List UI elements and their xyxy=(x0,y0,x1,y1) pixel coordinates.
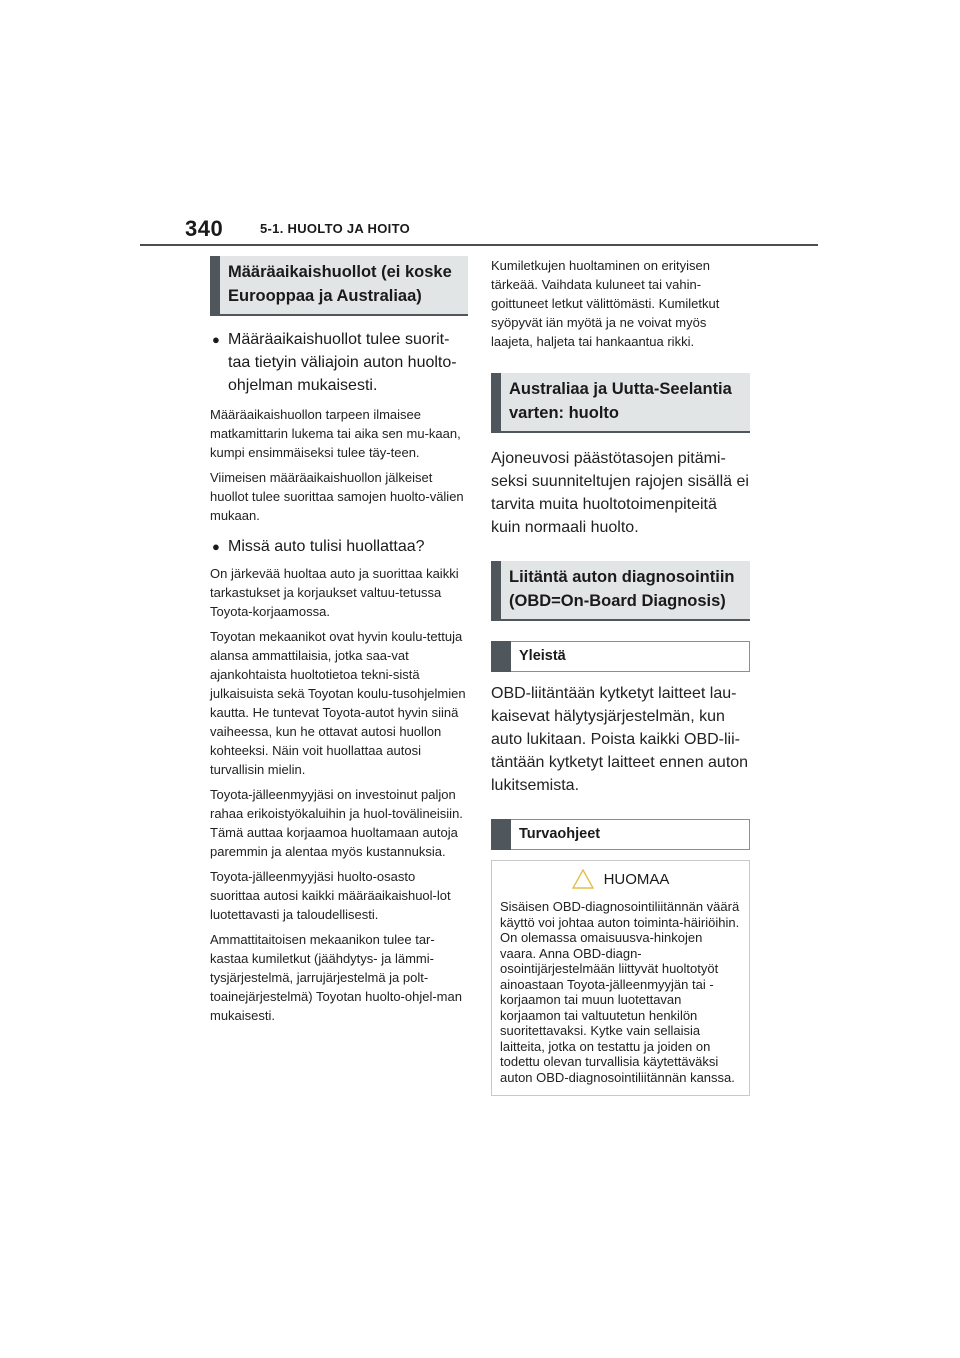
heading-obd: Liitäntä auton diagnosointiin (OBD=On-Board Diagnosis) xyxy=(491,561,750,621)
subheading-bar xyxy=(491,641,511,672)
right-column xyxy=(491,256,750,1096)
paragraph: Toyotan mekaanikot ovat hyvin koulu-tettuja alansa ammattilaisia, jotka saa-vat ajankohtaista huoltotietoa tekni-sistä julkaisuista sekä Toyotan koulu-tusohjelmien kautta. He tuntevat Toyota-autot hyvin siinä vaiheessa, kun he ottavat autosi huollon kohteeksi. Näin voit huollattaa autosi turvallisin mielin. xyxy=(210,629,466,777)
paragraph: Kumiletkujen huoltaminen on erityisen tärkeää. Vaihdata kuluneet tai vahin-goittuneet letkut välittömästi. Kumiletkut syöpyvät iän myötä ja ne voivat myös laajeta, haljeta tai hankaantua rikki. xyxy=(491,258,720,349)
bullet-where xyxy=(210,535,468,558)
notice-title: HUOMAA xyxy=(603,870,670,888)
paragraph: Toyota-jälleenmyyjäsi on investoinut paljon rahaa erikoistyökaluihin ja huol-tovälineisiin. Tämä auttaa korjaamoa huoltamaan autoja paremmin ja alentaa myös kustannuksia. xyxy=(210,787,463,859)
subheading-bar xyxy=(491,819,511,850)
bullet-text: Määräaikaishuollot tulee suorit-taa tietyin väliajoin auton huolto-ohjelman mukaisesti. xyxy=(228,331,457,394)
paragraph: Ammattitaitoisen mekaanikon tulee tar-kastaa kumiletkut (jäähdytys- ja lämmi-tysjärjestelmä, jarrujärjestelmä ja polt-toainejärjestelmä) Toyotan huolto-ohjel-man mukaisesti. xyxy=(210,932,462,1023)
subheading-general xyxy=(491,641,750,672)
page-number: 340 xyxy=(185,216,224,241)
paragraph: On järkevää huoltaa auto ja suorittaa kaikki tarkastukset ja korjaukset valtuu-tetussa Toyota-korjaamossa. xyxy=(210,566,459,619)
bullet-text: Missä auto tulisi huollattaa? xyxy=(228,538,425,555)
notice-box xyxy=(491,860,750,1096)
page-header xyxy=(140,212,818,246)
subheading-text: Yleistä xyxy=(519,648,566,664)
paragraph: Toyota-jälleenmyyjäsi huolto-osasto suorittaa autosi kaikki määräaikaishuol-lot luotettavasti ja taloudellisesti. xyxy=(210,869,451,922)
header-rule xyxy=(140,244,818,246)
paragraph: OBD-liitäntään kytketyt laitteet lau-kaisevat hälytysjärjestelmän, kun auto lukitaan. Poista kaikki OBD-lii-täntään kytketyt laitteet ennen auton lukitsemista. xyxy=(491,685,749,794)
heading-australia: Australiaa ja Uutta-Seelantia varten: huolto xyxy=(491,373,750,433)
left-column xyxy=(210,256,468,1025)
paragraph: Viimeisen määräaikaishuollon jälkeiset huollot tulee suorittaa samojen huolto-välien mukaan. xyxy=(210,470,464,523)
section-title: 5-1. HUOLTO JA HOITO xyxy=(260,221,410,236)
paragraph: Määräaikaishuollon tarpeen ilmaisee matkamittarin lukema tai aika sen mu-kaan, kumpi ensimmäiseksi tulee täy-teen. xyxy=(210,407,461,460)
bullet-dot-icon: ● xyxy=(212,332,220,347)
bullet-dot-icon: ● xyxy=(212,539,220,554)
heading-periodic-maintenance: Määräaikaishuollot (ei koske Eurooppaa ja Australiaa) xyxy=(210,256,468,316)
warning-triangle-icon xyxy=(572,869,594,889)
notice-body: Sisäisen OBD-diagnosointiliitännän väärä käyttö voi johtaa auton toiminta-häiriöihin. On olemassa omaisuusva-hinkojen vaara. Anna OBD-diagn-osointijärjestelmään liittyvät huoltotyöt ainoastaan Toyota-jälleenmyyjän tai -korjaamon tai muun luotettavan korjaamon tai valtuutetun henkilön suoritettavaksi. Kytke vain sellaisia laitteita, jotka on testattu ja joiden on todettu olevan turvallisia käytettäväksi auton OBD-diagnosointiliitännän kanssa. xyxy=(500,899,740,1085)
notice-header xyxy=(500,869,741,889)
subheading-text: Turvaohjeet xyxy=(519,826,601,842)
bullet-periodic xyxy=(210,328,468,397)
subheading-safety xyxy=(491,819,750,850)
paragraph: Ajoneuvosi päästötasojen pitämi-seksi suunniteltujen rajojen sisällä ei tarvita muita huoltotoimenpiteitä kuin normaali huolto. xyxy=(491,450,749,536)
